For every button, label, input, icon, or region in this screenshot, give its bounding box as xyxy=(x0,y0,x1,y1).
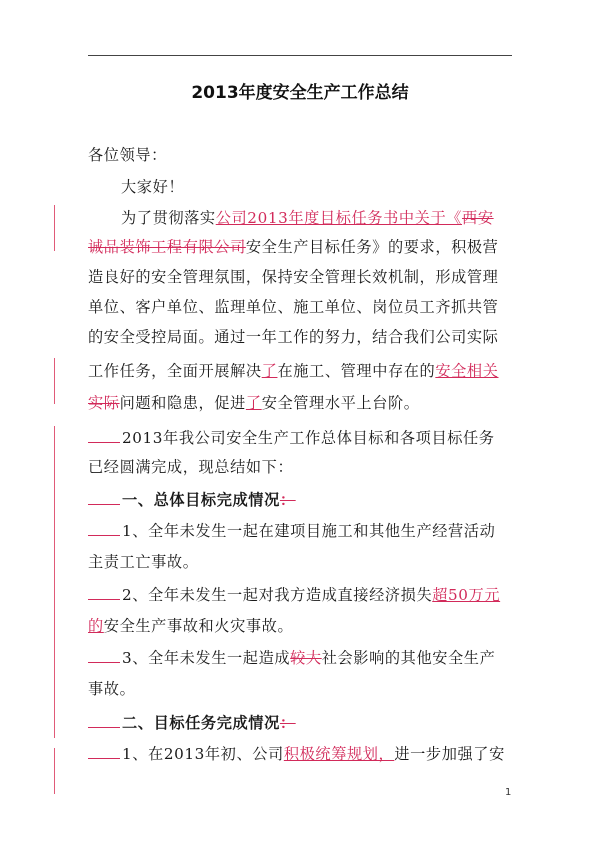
paragraph-line xyxy=(88,428,518,448)
inserted-text: 了 xyxy=(261,362,278,380)
text-run: 进一步加强了安 xyxy=(394,745,505,763)
heading-text: 一、总体目标完成情况 xyxy=(122,491,280,509)
section-heading xyxy=(88,713,518,733)
deleted-text: 诚品装饰工程有限公司 xyxy=(88,238,246,256)
deleted-text: 实际 xyxy=(88,394,120,412)
text-run: 社会影响的其他安全生产 xyxy=(321,649,496,667)
paragraph-line xyxy=(88,648,518,668)
change-bar xyxy=(54,358,55,404)
inserted-text: 安全相关 xyxy=(435,362,499,380)
paragraph-line: 单位、客户单位、监理单位、施工单位、岗位员工齐抓共管 xyxy=(88,298,499,316)
text-run: 3、全年未发生一起造成 xyxy=(122,649,291,667)
paragraph-line xyxy=(88,361,518,381)
blank-insert xyxy=(88,585,120,600)
text-run: 为了贯彻落实 xyxy=(121,209,216,227)
text-run: 在施工、管理中存在的 xyxy=(277,362,436,380)
paragraph-line xyxy=(88,237,518,257)
section-heading xyxy=(88,490,518,510)
inserted-text: 了 xyxy=(245,394,262,412)
inserted-text: 超50万元 xyxy=(432,586,501,604)
text-run: 1、在2013年初、公司 xyxy=(122,745,284,763)
paragraph-line xyxy=(88,744,518,764)
change-bar xyxy=(54,426,55,738)
blank-insert xyxy=(88,521,120,536)
text-run: 1、全年未发生一起在建项目施工和其他生产经营活动 xyxy=(122,522,496,540)
blank-insert xyxy=(88,490,120,505)
text-run: 安全生产事故和火灾事故。 xyxy=(103,617,294,635)
greeting: 大家好！ xyxy=(121,178,185,196)
text-run: 安全生产目标任务》的要求，积极营 xyxy=(245,238,499,256)
header-rule xyxy=(88,55,512,56)
paragraph-line: 造良好的安全管理氛围，保持安全管理长效机制，形成管理 xyxy=(88,268,499,286)
change-bar xyxy=(54,205,55,251)
paragraph-line: 主责工亡事故。 xyxy=(88,553,199,571)
paragraph-line: 已经圆满完成，现总结如下： xyxy=(88,458,294,476)
blank-insert xyxy=(88,713,120,728)
paragraph-line xyxy=(88,393,518,413)
paragraph-line: 的安全受控局面。通过一年工作的努力，结合我们公司实际 xyxy=(88,328,499,346)
paragraph-line xyxy=(121,208,518,228)
text-run: 2、全年未发生一起对我方造成直接经济损失 xyxy=(122,586,433,604)
change-bar xyxy=(54,748,55,794)
deleted-text: ： xyxy=(279,491,296,509)
text-run: 2013年我公司安全生产工作总体目标和各项目标任务 xyxy=(122,429,495,447)
deleted-text: 较大 xyxy=(290,649,322,667)
paragraph-line xyxy=(88,585,518,605)
blank-insert xyxy=(88,648,120,663)
document-title: 2013年度安全生产工作总结 xyxy=(191,83,409,103)
salutation: 各位领导： xyxy=(88,146,167,164)
blank-insert xyxy=(88,428,120,443)
text-run: 问题和隐患，促进 xyxy=(119,394,246,412)
inserted-text: 公司2013年度目标任务书中关于《 xyxy=(215,209,463,227)
page-number: 1 xyxy=(505,787,512,798)
deleted-text: ： xyxy=(279,714,296,732)
text-run: 工作任务，全面开展解决 xyxy=(88,362,262,380)
paragraph-line xyxy=(88,616,518,636)
deleted-text: 西安 xyxy=(462,209,494,227)
inserted-text: 的 xyxy=(88,617,104,635)
inserted-text: 积极统筹规划， xyxy=(283,745,395,763)
heading-text: 二、目标任务完成情况 xyxy=(122,714,280,732)
blank-insert xyxy=(88,744,120,759)
paragraph-line xyxy=(88,521,518,541)
text-run: 安全管理水平上台阶。 xyxy=(261,394,420,412)
paragraph-line: 事故。 xyxy=(88,680,136,698)
